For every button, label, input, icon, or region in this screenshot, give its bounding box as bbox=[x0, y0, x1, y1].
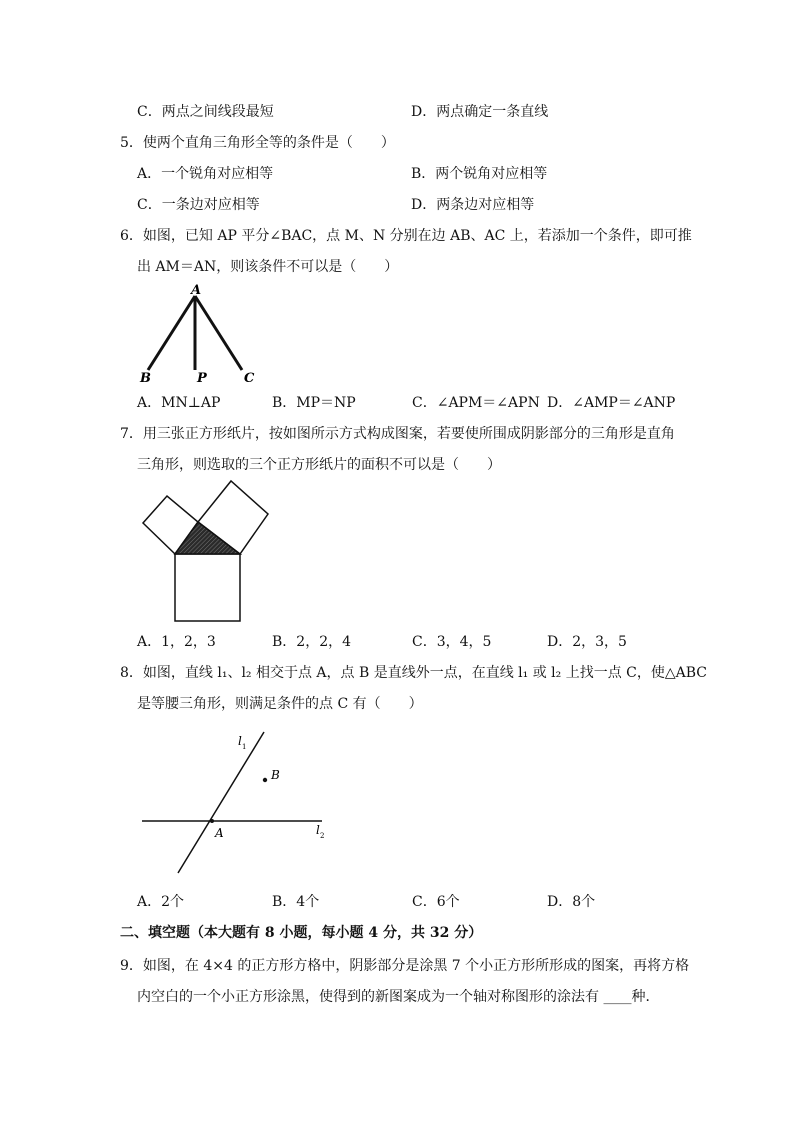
q6-segment-ab bbox=[148, 296, 195, 370]
q5-option-d: D．两条边对应相等 bbox=[411, 197, 535, 213]
q8-label-b: B bbox=[271, 768, 280, 782]
q6-stem-line2: 出 AM＝AN，则该条件不可以是（ ） bbox=[137, 259, 399, 275]
q7-option-b: B．2，2，4 bbox=[272, 634, 352, 650]
q6-option-c: C．∠APM＝∠APN bbox=[412, 395, 540, 411]
q5-option-b: B．两个锐角对应相等 bbox=[411, 166, 548, 182]
q8-line-l1 bbox=[178, 732, 264, 873]
q8-label-l2-sub: 2 bbox=[320, 832, 325, 840]
q8-option-c: C．6个 bbox=[412, 894, 460, 910]
section2-title: 二、填空题（本大题有 8 小题，每小题 4 分，共 32 分） bbox=[120, 925, 483, 941]
q7-square-bottom bbox=[175, 554, 240, 621]
q6-option-d: D．∠AMP＝∠ANP bbox=[547, 395, 676, 411]
q7-stem-line2: 三角形，则选取的三个正方形纸片的面积不可以是（ ） bbox=[137, 457, 501, 473]
q6-stem-line1: 6．如图，已知 AP 平分∠BAC，点 M、N 分别在边 AB、AC 上，若添加一个条件，即可推 bbox=[120, 228, 692, 244]
q6-label-a: A bbox=[191, 283, 202, 298]
q8-option-a: A．2个 bbox=[137, 894, 185, 910]
q4-option-c: C．两点之间线段最短 bbox=[137, 104, 274, 120]
q7-option-a: A．1，2，3 bbox=[137, 634, 216, 650]
q8-label-l1-sub: 1 bbox=[242, 743, 247, 751]
q6-label-b: B bbox=[140, 371, 151, 386]
q7-stem-line1: 7．用三张正方形纸片，按如图所示方式构成图案，若要使所围成阴影部分的三角形是直角 bbox=[120, 426, 675, 442]
q8-option-d: D．8个 bbox=[547, 894, 596, 910]
q8-figure bbox=[140, 728, 340, 876]
q5-option-a: A．一个锐角对应相等 bbox=[137, 166, 274, 182]
q8-option-b: B．4个 bbox=[272, 894, 320, 910]
q6-segment-ac bbox=[195, 296, 242, 370]
q8-label-l2: l bbox=[316, 823, 320, 837]
q5-option-c: C．一条边对应相等 bbox=[137, 197, 260, 213]
q8-stem-line2: 是等腰三角形，则满足条件的点 C 有（ ） bbox=[137, 696, 423, 712]
q9-stem-line2: 内空白的一个小正方形涂黑，使得到的新图案成为一个轴对称图形的涂法有 ____种． bbox=[137, 989, 660, 1005]
q6-option-a: A．MN⊥AP bbox=[137, 395, 221, 411]
q9-stem-line1: 9．如图，在 4×4 的正方形方格中，阴影部分是涂黑 7 个小正方形所形成的图案，再将方格 bbox=[120, 958, 690, 974]
q8-stem-line1: 8．如图，直线 l₁、l₂ 相交于点 A，点 B 是直线外一点，在直线 l₁ 或 l₂ 上找一点 C，使△ABC bbox=[120, 665, 708, 681]
q7-figure bbox=[140, 478, 275, 626]
q4-option-d: D．两点确定一条直线 bbox=[411, 104, 549, 120]
q8-point-a bbox=[210, 819, 214, 823]
q6-label-c: C bbox=[244, 371, 255, 386]
q7-option-c: C．3，4，5 bbox=[412, 634, 492, 650]
q6-option-b: B．MP＝NP bbox=[272, 395, 356, 411]
q6-figure bbox=[135, 282, 265, 387]
q8-point-b bbox=[263, 778, 267, 782]
q5-stem: 5．使两个直角三角形全等的条件是（ ） bbox=[120, 135, 395, 151]
q8-label-l1: l bbox=[238, 734, 242, 748]
q6-label-p: P bbox=[197, 371, 207, 386]
q7-option-d: D．2，3，5 bbox=[547, 634, 627, 650]
q8-label-a: A bbox=[215, 826, 224, 840]
